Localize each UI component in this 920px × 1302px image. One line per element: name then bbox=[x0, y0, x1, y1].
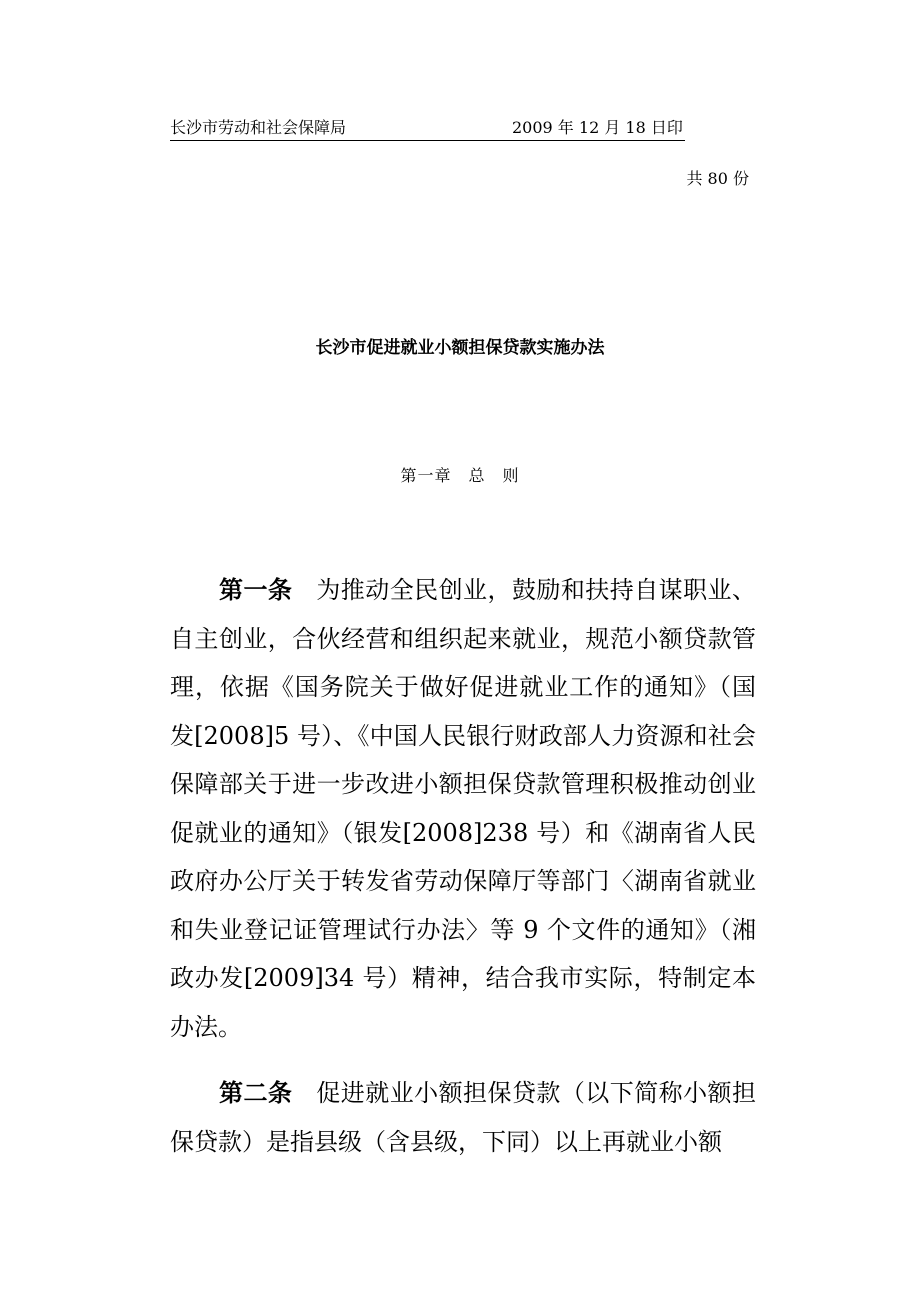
article-text: 促进就业小额担保贷款（以下简称小额担保贷款）是指县级（含县级，下同）以上再就业小额 bbox=[170, 1079, 757, 1156]
issuer-name: 长沙市劳动和社会保障局 bbox=[170, 118, 347, 137]
article-1 bbox=[170, 566, 756, 1051]
copies-count: 共 80 份 bbox=[686, 169, 749, 188]
document-title: 长沙市促进就业小额担保贷款实施办法 bbox=[315, 338, 605, 358]
article-label: 第一条 bbox=[219, 576, 293, 604]
article-text: 为推动全民创业，鼓励和扶持自谋职业、自主创业，合伙经营和组织起来就业，规范小额贷款管理，依据《国务院关于做好促进就业工作的通知》（国发[2008]5 号）、《中国人民银行财政部人力资源和社会保障部关于进一步改进小额担保贷款管理积极推动创业促就业的通知》（银发[2008]238 号）和《湖南省人民政府办公厅关于转发省劳动保障厅等部门〈湖南省就业和失业登记证管理试行办法〉等 9 个文件的通知》（湘政办发[2009]34 号）精神，结合我市实际，特制定本办法。 bbox=[170, 576, 757, 1041]
article-2 bbox=[170, 1069, 756, 1166]
chapter-title: 第一章 总 则 bbox=[400, 466, 520, 485]
print-date: 2009 年 12 月 18 日印 bbox=[512, 118, 683, 137]
print-footer-line bbox=[170, 116, 685, 141]
article-label: 第二条 bbox=[219, 1079, 293, 1107]
